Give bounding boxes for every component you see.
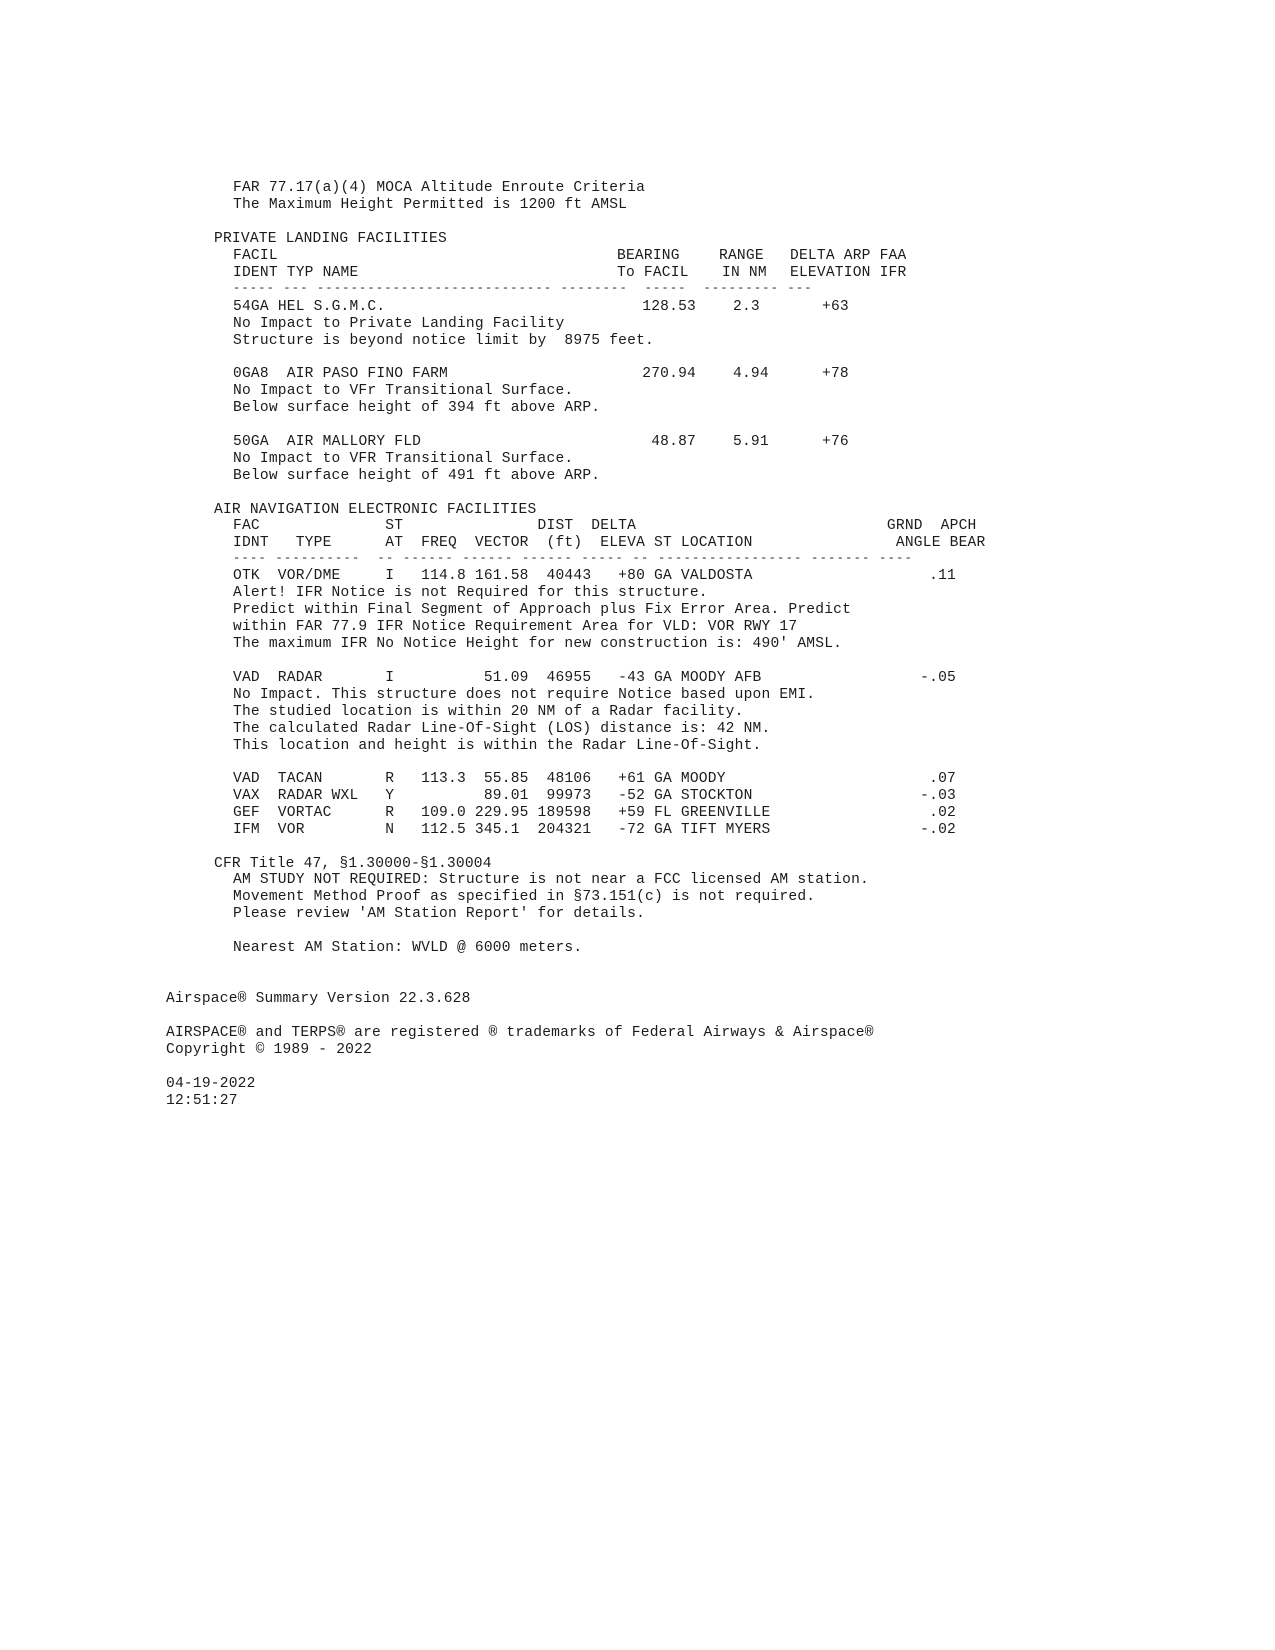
pl-header-in-nm: IN NM: [722, 265, 767, 281]
pl-entry-note: No Impact to VFr Transitional Surface.: [233, 383, 574, 399]
an-row-angle: -.03: [920, 788, 956, 804]
cfr-line: Movement Method Proof as specified in §73.151(c) is not required.: [233, 889, 816, 905]
an-header-2: IDNT TYPE AT FREQ VECTOR (ft) ELEVA ST LOCATION ANGLE BEAR: [233, 535, 986, 551]
pl-entry-bearing: 48.87: [651, 434, 696, 450]
an-row: OTK VOR/DME I 114.8 161.58 40443 +80 GA VALDOSTA: [233, 568, 753, 584]
footer-time: 12:51:27: [166, 1093, 238, 1109]
an-note: Predict within Final Segment of Approach plus Fix Error Area. Predict: [233, 602, 852, 618]
footer-version: Airspace® Summary Version 22.3.628: [166, 991, 471, 1007]
moca-line-1: FAR 77.17(a)(4) MOCA Altitude Enroute Criteria: [233, 180, 646, 196]
pl-entry-range: 2.3: [733, 299, 760, 315]
pl-entry-ident: 50GA AIR MALLORY FLD: [233, 434, 422, 450]
an-header-1: FAC ST DIST DELTA GRND APCH: [233, 518, 977, 534]
pl-entry-note: No Impact to VFR Transitional Surface.: [233, 451, 574, 467]
footer-trademark: AIRSPACE® and TERPS® are registered ® trademarks of Federal Airways & Airspace®: [166, 1025, 874, 1041]
an-note: The studied location is within 20 NM of a Radar facility.: [233, 704, 744, 720]
cfr-line: Please review 'AM Station Report' for details.: [233, 906, 646, 922]
footer-copyright: Copyright © 1989 - 2022: [166, 1042, 373, 1058]
an-note: No Impact. This structure does not require Notice based upon EMI.: [233, 687, 816, 703]
an-row: IFM VOR N 112.5 345.1 204321 -72 GA TIFT MYERS: [233, 822, 771, 838]
an-row-angle: -.02: [920, 822, 956, 838]
pl-entry-delta: +78: [822, 366, 849, 382]
pl-entry-note: No Impact to Private Landing Facility: [233, 316, 565, 332]
cfr-line: AM STUDY NOT REQUIRED: Structure is not near a FCC licensed AM station.: [233, 872, 869, 888]
pl-entry-ident: 54GA HEL S.G.M.C.: [233, 299, 386, 315]
pl-entry-bearing: 270.94: [642, 366, 696, 382]
an-note: This location and height is within the Radar Line-Of-Sight.: [233, 738, 762, 754]
pl-header-facil: FACIL: [233, 248, 278, 264]
pl-entry-bearing: 128.53: [642, 299, 696, 315]
cfr-nearest: Nearest AM Station: WVLD @ 6000 meters.: [233, 940, 583, 956]
an-row-angle: -.05: [920, 670, 956, 686]
pl-header-delta: DELTA ARP FAA: [790, 248, 907, 264]
pl-entry-range: 5.91: [733, 434, 769, 450]
pl-entry-note: Below surface height of 491 ft above ARP.: [233, 468, 601, 484]
pl-header-bearing: BEARING: [617, 248, 680, 264]
an-row-angle: .02: [929, 805, 956, 821]
an-note: The calculated Radar Line-Of-Sight (LOS) distance is: 42 NM.: [233, 721, 771, 737]
pl-entry-ident: 0GA8 AIR PASO FINO FARM: [233, 366, 449, 382]
pl-entry-delta: +63: [822, 299, 849, 315]
an-row-angle: .11: [929, 568, 956, 584]
private-landing-title: PRIVATE LANDING FACILITIES: [214, 231, 447, 247]
an-row: VAX RADAR WXL Y 89.01 99973 -52 GA STOCKTON: [233, 788, 753, 804]
cfr-title: CFR Title 47, §1.30000-§1.30004: [214, 856, 492, 872]
pl-entry-delta: +76: [822, 434, 849, 450]
air-nav-title: AIR NAVIGATION ELECTRONIC FACILITIES: [214, 502, 537, 518]
an-note: Alert! IFR Notice is not Required for this structure.: [233, 585, 708, 601]
an-note: within FAR 77.9 IFR Notice Requirement Area for VLD: VOR RWY 17: [233, 619, 798, 635]
an-row: VAD TACAN R 113.3 55.85 48106 +61 GA MOODY: [233, 771, 726, 787]
an-row: VAD RADAR I 51.09 46955 -43 GA MOODY AFB: [233, 670, 762, 686]
pl-entry-note: Structure is beyond notice limit by 8975 feet.: [233, 333, 655, 349]
an-row-angle: .07: [929, 771, 956, 787]
pl-header-rule: ----- --- ---------------------------- -------- ----- --------- ---: [233, 281, 813, 295]
pl-entry-note: Below surface height of 394 ft above ARP.: [233, 400, 601, 416]
moca-line-2: The Maximum Height Permitted is 1200 ft AMSL: [233, 197, 628, 213]
pl-header-to-facil: To FACIL: [617, 265, 689, 281]
pl-header-range: RANGE: [719, 248, 764, 264]
pl-entry-range: 4.94: [733, 366, 769, 382]
pl-header-ident: IDENT TYP NAME: [233, 265, 359, 281]
an-row: GEF VORTAC R 109.0 229.95 189598 +59 FL GREENVILLE: [233, 805, 771, 821]
footer-date: 04-19-2022: [166, 1076, 256, 1092]
an-header-rule: ---- ---------- -- ------ ------ ------ ----- -- ----------------- ------- ----: [233, 551, 914, 565]
pl-header-elevation: ELEVATION IFR: [790, 265, 907, 281]
an-note: The maximum IFR No Notice Height for new construction is: 490' AMSL.: [233, 636, 843, 652]
